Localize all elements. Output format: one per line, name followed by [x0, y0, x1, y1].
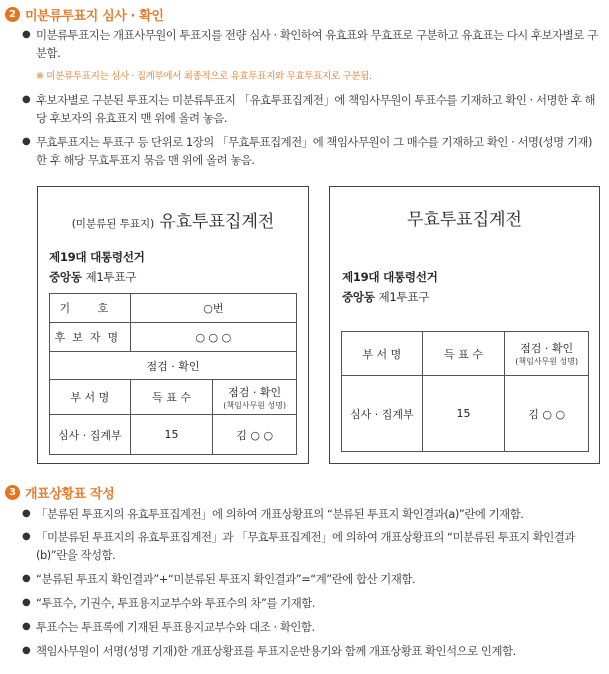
- card-title-main: 무효투표집계전: [407, 210, 522, 230]
- bullet-dot-icon: ●: [22, 508, 31, 519]
- precinct-label: [49, 269, 136, 285]
- column-header-signer: 부 서 명: [342, 332, 423, 376]
- table-row: [50, 380, 297, 415]
- row-label: 후보자명: [50, 323, 131, 352]
- valid-vote-tally-card: [37, 186, 309, 464]
- card-title: [330, 205, 599, 230]
- district-name: 중앙동: [342, 290, 375, 304]
- bullet-dot-icon: ●: [22, 531, 31, 542]
- bullet-text: 무효투표지는 투표구 등 단위로 1장의 「무효투표집계전」에 책임사무원이 그 매수를 기재하고 확인 · 서명(성명 기재)한 후 해당 무효투표지 묶음 맨 위에 올려 놓음.: [36, 135, 592, 167]
- bullet-dot-icon: ●: [22, 645, 31, 656]
- department-value: 심사 · 집계부: [50, 415, 131, 455]
- card-title-main: 유효투표집계전: [159, 212, 275, 232]
- bullet-text: 「분류된 투표지의 유효투표집계전」에 의하여 개표상황표의 “분류된 투표지 확인결과(a)”란에 기재함.: [36, 507, 524, 521]
- bullet-dot-icon: ●: [22, 136, 31, 147]
- district-name: 중앙동: [49, 270, 82, 284]
- bullet-item: [22, 594, 600, 612]
- check-label: 점검 · 확인: [228, 385, 282, 399]
- bullet-text: “투표수, 기권수, 투표용지교부수와 투표수의 차”를 기재함.: [36, 596, 315, 610]
- precinct-name: 제1투표구: [85, 270, 137, 284]
- section-3-header: [5, 483, 114, 502]
- bullet-text: “분류된 투표지 확인결과”+“미분류된 투표지 확인결과”=“계”란에 합산 기재함.: [36, 572, 416, 586]
- check-label: 점검 · 확인: [520, 342, 574, 355]
- valid-tally-table: [49, 293, 297, 455]
- candidate-symbol-value: ○번: [130, 294, 296, 323]
- column-header-votes: 득 표 수: [130, 380, 213, 415]
- table-row: [50, 323, 297, 352]
- precinct-label: [342, 289, 429, 305]
- bullet-item: [22, 528, 600, 564]
- bullet-dot-icon: ●: [22, 597, 31, 608]
- table-row: [342, 376, 589, 452]
- column-header-votes: 득 표 수: [422, 332, 505, 376]
- bullet-text: 투표수는 투표록에 기재된 투표용지교부수와 대조 · 확인함.: [36, 620, 315, 634]
- bullet-item: [22, 570, 600, 588]
- section-title: 미분류투표지 심사 · 확인: [25, 9, 164, 24]
- section-title: 개표상황표 작성: [25, 487, 115, 502]
- bullet-text: 「미분류된 투표지의 유효투표집계전」과 「무효투표집계전」에 의하여 개표상황표의 “미분류된 투표지 확인결과(b)”란을 작성함.: [36, 530, 575, 562]
- bullet-item: [22, 91, 600, 127]
- note-text: ※ 미분류투표지는 심사 · 집계부에서 최종적으로 유효투표지와 무효투표지로 구분됨.: [36, 71, 372, 82]
- precinct-name: 제1투표구: [378, 290, 430, 304]
- row-label: 기 호: [50, 294, 131, 323]
- bullet-item: [22, 618, 600, 636]
- invalid-tally-table: [341, 331, 589, 452]
- election-name: 제19대 대통령선거: [342, 270, 438, 284]
- signer-value: 김 ○ ○: [505, 376, 589, 452]
- bullet-dot-icon: ●: [22, 94, 31, 105]
- bullet-text: 책임사무원이 서명(성명 기재)한 개표상황표를 투표지운반용기와 함께 개표상황표 확인석으로 인계함.: [36, 644, 516, 658]
- column-header-check: [213, 380, 297, 415]
- table-row: [342, 332, 589, 376]
- table-row: [50, 415, 297, 455]
- card-title-prefix: (미분류된 투표지): [71, 218, 155, 230]
- check-header: 점검 · 확인: [50, 352, 297, 380]
- section-number-badge: 2: [5, 7, 20, 22]
- election-name: 제19대 대통령선거: [49, 250, 145, 264]
- column-header-check: [505, 332, 589, 376]
- bullet-text: 후보자별로 구분된 투표지는 미분류투표지 「유효투표집계전」에 책임사무원이 투표수를 기재하고 확인 · 서명한 후 해당 후보자의 유효표지 맨 위에 올려 놓음.: [36, 93, 596, 125]
- department-value: 심사 · 집계부: [342, 376, 423, 452]
- bullet-item: [22, 26, 600, 62]
- table-row: [50, 352, 297, 380]
- bullet-dot-icon: ●: [22, 621, 31, 632]
- bullet-item: [22, 133, 600, 169]
- card-title: [38, 207, 308, 232]
- section-2-header: [5, 5, 164, 24]
- table-row: [50, 294, 297, 323]
- check-sublabel: (책임사무원 성명): [223, 400, 287, 410]
- vote-count-value: 15: [422, 376, 505, 452]
- section-number-badge: 3: [5, 485, 20, 500]
- vote-count-value: 15: [130, 415, 213, 455]
- bullet-dot-icon: ●: [22, 573, 31, 584]
- bullet-item: [22, 642, 600, 660]
- signer-value: 김 ○ ○: [213, 415, 297, 455]
- bullet-text: 미분류투표지는 개표사무원이 투표지를 전량 심사 · 확인하여 유효표와 무효표로 구분하고 유효표는 다시 후보자별로 구분함.: [36, 28, 598, 60]
- bullet-dot-icon: ●: [22, 29, 31, 40]
- column-header-signer: 부 서 명: [50, 380, 131, 415]
- invalid-vote-tally-card: [329, 186, 600, 464]
- candidate-name-value: ○ ○ ○: [130, 323, 296, 352]
- bullet-item: [22, 505, 600, 523]
- check-sublabel: (책임사무원 성명): [515, 357, 579, 366]
